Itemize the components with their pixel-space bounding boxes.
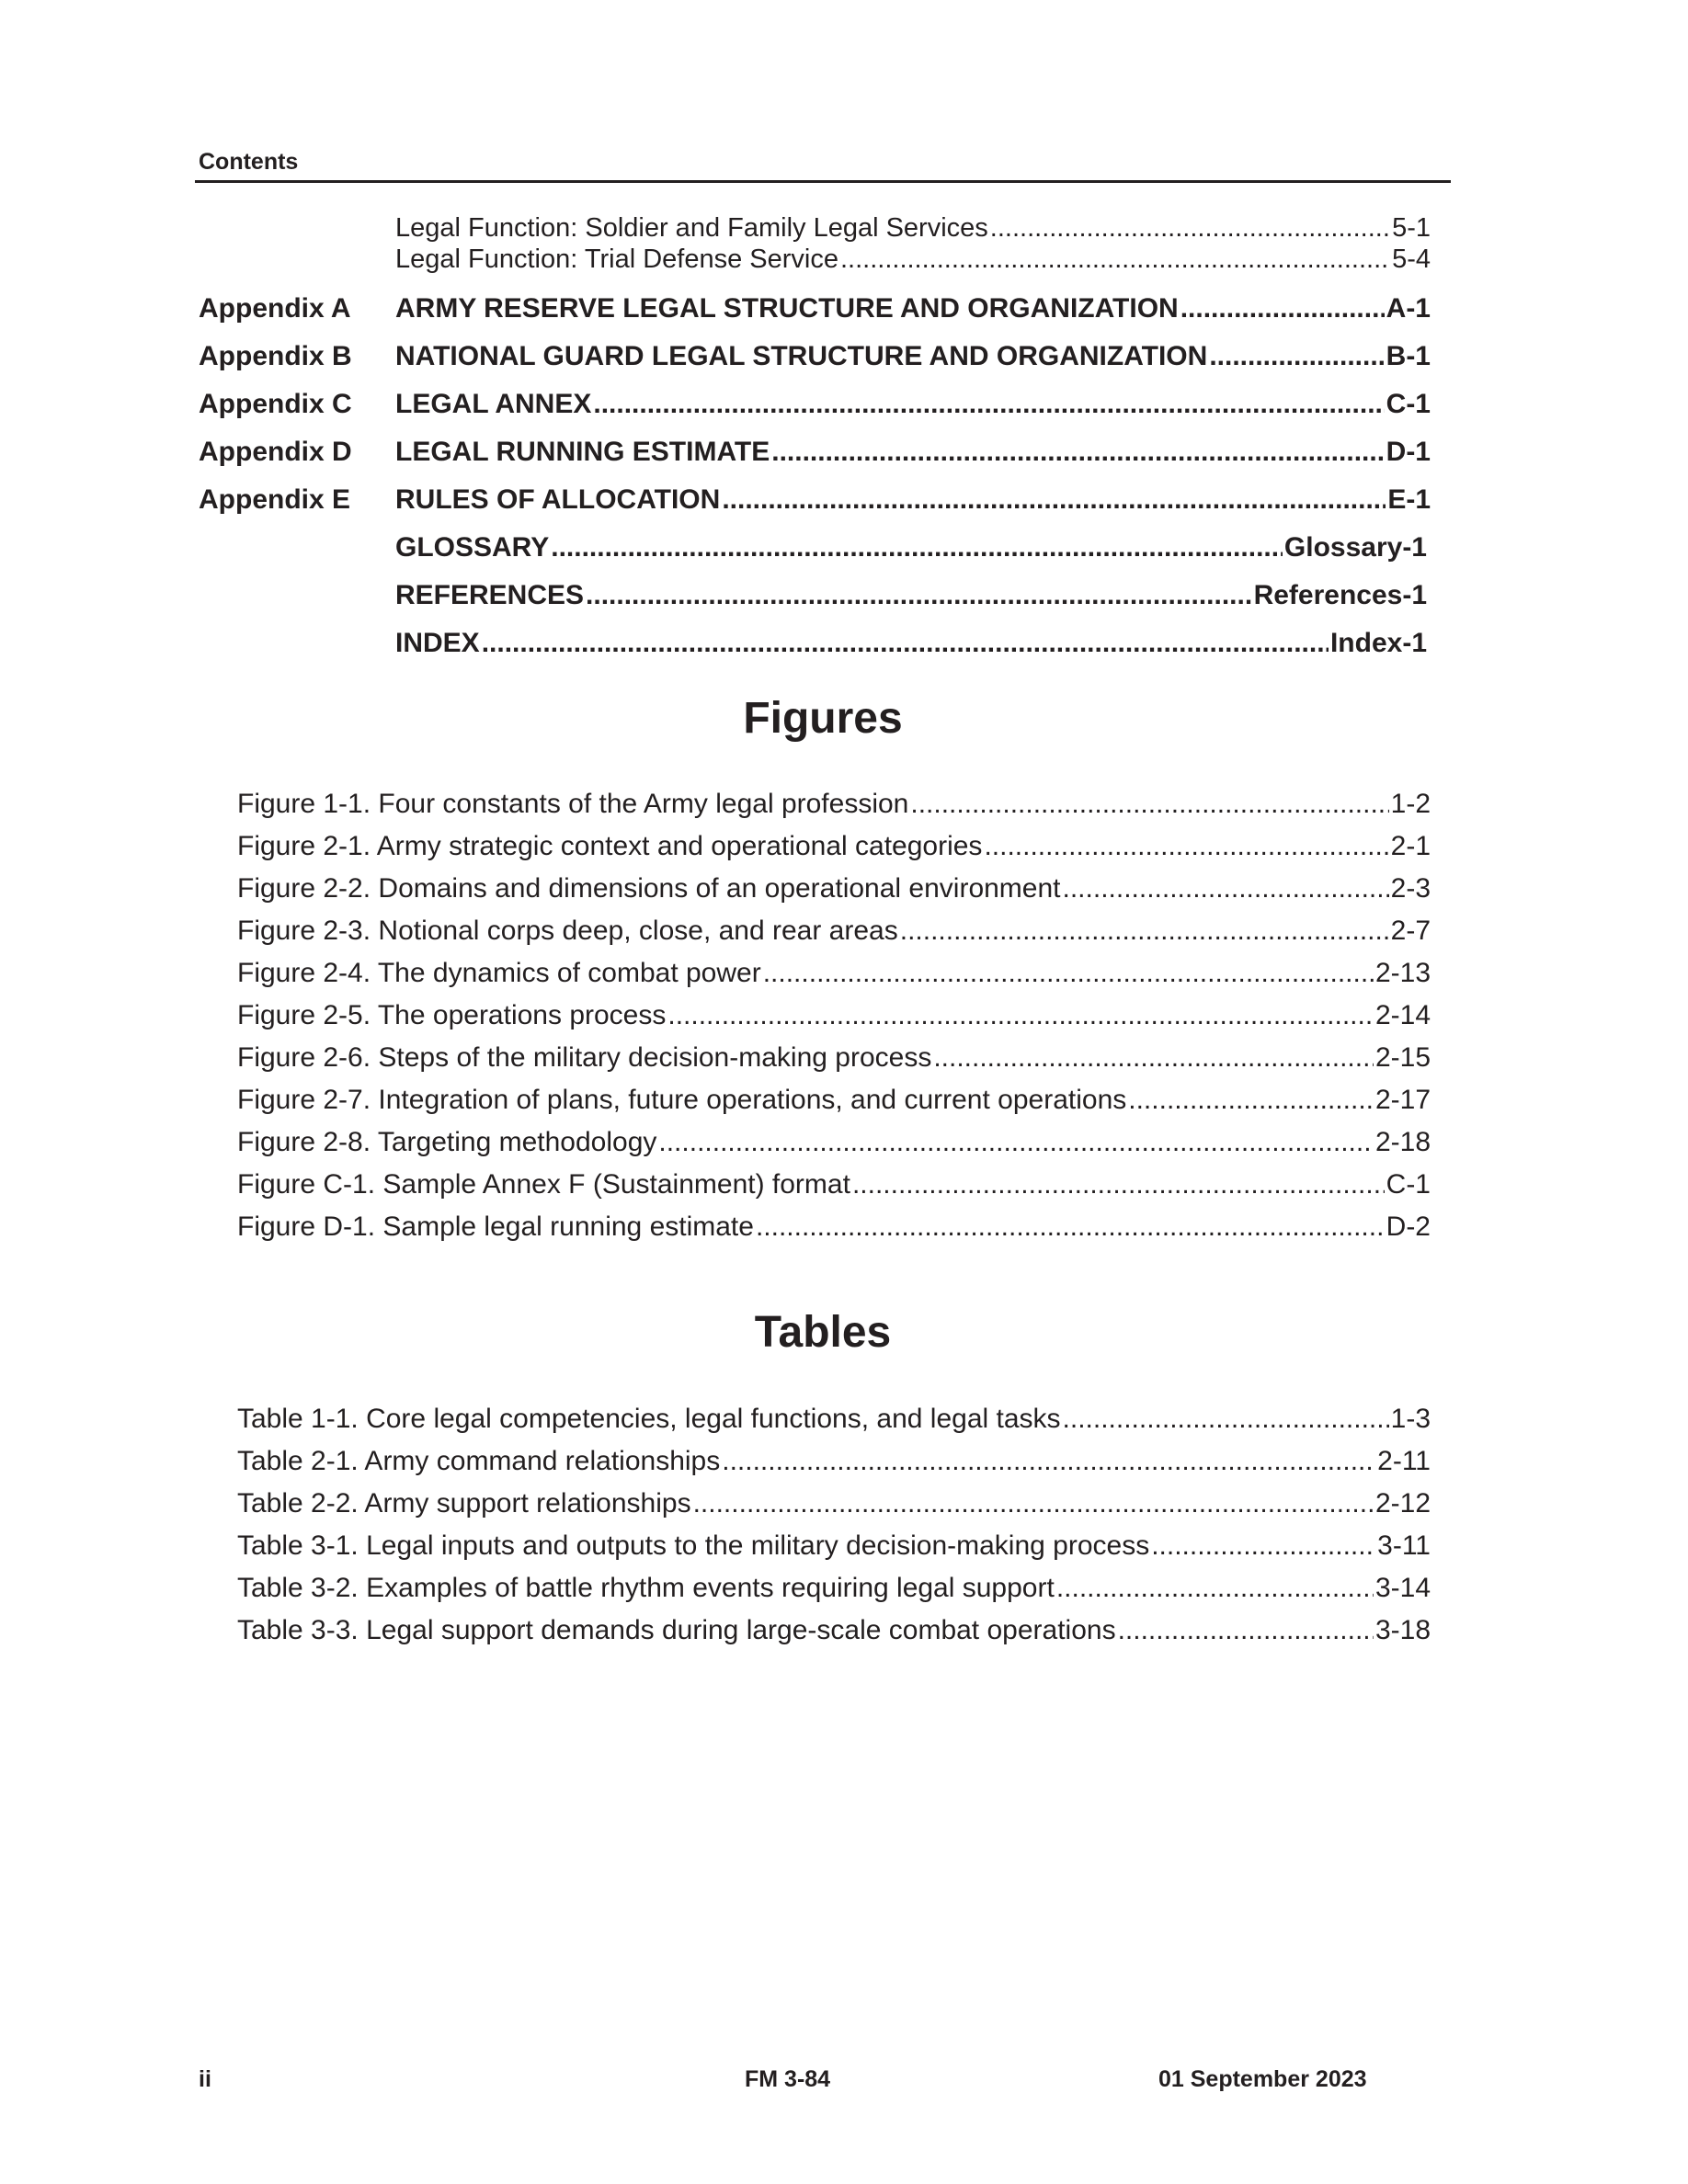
appendix-label: Appendix D <box>199 437 352 467</box>
toc-entry-page: B-1 <box>1386 341 1431 371</box>
dot-leader <box>763 958 1374 989</box>
toc-entry-page: Glossary-1 <box>1283 532 1427 563</box>
figure-page: 2-15 <box>1374 1042 1431 1073</box>
toc-entry-legal-function[interactable] <box>395 245 1431 275</box>
figure-title: Figure 2-6. Steps of the military decision-making process <box>237 1042 932 1073</box>
figure-title: Figure D-1. Sample legal running estimate <box>237 1211 754 1242</box>
figure-page: 2-1 <box>1390 831 1431 861</box>
table-title: Table 3-3. Legal support demands during large-scale combat operations <box>237 1615 1116 1645</box>
dot-leader <box>910 789 1388 820</box>
footer-page-number: ii <box>199 2066 211 2092</box>
appendix-label: Appendix A <box>199 293 351 324</box>
toc-entry-page: Index-1 <box>1329 628 1427 658</box>
dot-leader <box>756 1211 1385 1243</box>
figure-entry[interactable] <box>237 916 1431 947</box>
figure-page: 2-18 <box>1374 1127 1431 1157</box>
dot-leader <box>482 628 1329 659</box>
dot-leader <box>840 245 1390 275</box>
dot-leader <box>1118 1615 1374 1646</box>
table-entry[interactable] <box>237 1615 1431 1646</box>
dot-leader <box>693 1488 1374 1519</box>
figure-entry[interactable] <box>237 1169 1431 1200</box>
figure-entry[interactable] <box>237 1127 1431 1158</box>
dot-leader <box>1209 341 1384 372</box>
dot-leader <box>900 916 1389 947</box>
toc-entry-title: REFERENCES <box>395 580 585 610</box>
dot-leader <box>984 831 1388 862</box>
figure-entry[interactable] <box>237 873 1431 904</box>
dot-leader <box>1056 1573 1374 1604</box>
figure-title: Figure 2-4. The dynamics of combat power <box>237 958 761 988</box>
figure-entry[interactable] <box>237 958 1431 989</box>
toc-entry-title: INDEX <box>395 628 480 658</box>
figure-entry[interactable] <box>237 1042 1431 1074</box>
appendix-label: Appendix C <box>199 389 352 419</box>
figure-page: 2-14 <box>1374 1000 1431 1030</box>
figure-title: Figure 2-5. The operations process <box>237 1000 667 1030</box>
figure-page: 2-7 <box>1390 916 1431 946</box>
toc-entry-title: LEGAL RUNNING ESTIMATE <box>395 437 770 467</box>
toc-entry-legal-function[interactable] <box>395 213 1431 244</box>
dot-leader <box>852 1169 1385 1200</box>
toc-entry-appendix-b[interactable] <box>395 341 1431 372</box>
appendix-label: Appendix E <box>199 484 351 515</box>
dot-leader <box>771 437 1384 468</box>
figure-title: Figure 2-3. Notional corps deep, close, and rear areas <box>237 916 898 946</box>
toc-entry-page: 5-4 <box>1392 245 1431 274</box>
table-page: 3-18 <box>1374 1615 1431 1645</box>
toc-entry-appendix-d[interactable] <box>395 437 1431 468</box>
figure-page: D-2 <box>1386 1211 1431 1242</box>
table-entry[interactable] <box>237 1530 1431 1562</box>
table-title: Table 3-1. Legal inputs and outputs to the military decision-making process <box>237 1530 1150 1561</box>
table-page: 1-3 <box>1390 1404 1431 1434</box>
table-entry[interactable] <box>237 1404 1431 1435</box>
figure-title: Figure 2-7. Integration of plans, future operations, and current operations <box>237 1085 1127 1115</box>
figure-entry[interactable] <box>237 1211 1431 1243</box>
figure-entry[interactable] <box>237 831 1431 862</box>
toc-entry-page: E-1 <box>1387 484 1431 515</box>
figure-title: Figure 2-2. Domains and dimensions of an operational environment <box>237 873 1061 904</box>
toc-entry-title: ARMY RESERVE LEGAL STRUCTURE AND ORGANIZATION <box>395 293 1179 324</box>
toc-entry-title: Legal Function: Trial Defense Service <box>395 245 838 274</box>
toc-entry-title: LEGAL ANNEX <box>395 389 592 419</box>
dot-leader <box>658 1127 1374 1158</box>
toc-entry-appendix-c[interactable] <box>395 389 1431 420</box>
toc-entry-page: C-1 <box>1386 389 1431 419</box>
tables-heading: Tables <box>754 1308 892 1357</box>
header-rule <box>195 180 1451 183</box>
table-entry[interactable] <box>237 1446 1431 1477</box>
dot-leader <box>551 532 1283 563</box>
dot-leader <box>1063 1404 1389 1435</box>
figure-entry[interactable] <box>237 1085 1431 1116</box>
toc-entry-glossary[interactable] <box>395 532 1427 563</box>
figure-page: C-1 <box>1386 1169 1431 1200</box>
toc-entry-page: A-1 <box>1386 293 1431 324</box>
table-page: 2-12 <box>1374 1488 1431 1519</box>
table-title: Table 1-1. Core legal competencies, legal functions, and legal tasks <box>237 1404 1061 1434</box>
dot-leader <box>586 580 1252 611</box>
figure-title: Figure 2-1. Army strategic context and operational categories <box>237 831 983 861</box>
figures-heading: Figures <box>743 694 903 743</box>
toc-entry-index[interactable] <box>395 628 1427 659</box>
dot-leader <box>722 484 1386 516</box>
table-page: 3-14 <box>1374 1573 1431 1603</box>
footer-publication: FM 3-84 <box>745 2066 831 2092</box>
dot-leader <box>593 389 1384 420</box>
toc-entry-references[interactable] <box>395 580 1427 611</box>
toc-entry-title: GLOSSARY <box>395 532 550 563</box>
toc-entry-appendix-a[interactable] <box>395 293 1431 324</box>
dot-leader <box>1151 1530 1375 1562</box>
toc-entry-page: D-1 <box>1386 437 1431 467</box>
figure-entry[interactable] <box>237 1000 1431 1031</box>
appendix-label: Appendix B <box>199 341 352 371</box>
dot-leader <box>933 1042 1374 1074</box>
table-page: 2-11 <box>1377 1446 1431 1476</box>
toc-entry-appendix-e[interactable] <box>395 484 1431 516</box>
table-title: Table 2-2. Army support relationships <box>237 1488 691 1519</box>
toc-entry-title: RULES OF ALLOCATION <box>395 484 721 515</box>
figure-title: Figure C-1. Sample Annex F (Sustainment) format <box>237 1169 850 1200</box>
figure-page: 2-17 <box>1374 1085 1431 1115</box>
dot-leader <box>1063 873 1389 904</box>
table-title: Table 2-1. Army command relationships <box>237 1446 721 1476</box>
figure-title: Figure 1-1. Four constants of the Army legal profession <box>237 789 909 819</box>
dot-leader <box>1128 1085 1374 1116</box>
figure-page: 1-2 <box>1390 789 1431 819</box>
toc-entry-title: Legal Function: Soldier and Family Legal Services <box>395 213 988 243</box>
dot-leader <box>990 213 1390 244</box>
figure-page: 2-13 <box>1374 958 1431 988</box>
table-entry[interactable] <box>237 1573 1431 1604</box>
dot-leader <box>722 1446 1375 1477</box>
footer-date: 01 September 2023 <box>1158 2066 1367 2092</box>
figure-entry[interactable] <box>237 789 1431 820</box>
header-label: Contents <box>199 149 299 175</box>
toc-entry-page: References-1 <box>1253 580 1427 610</box>
toc-entry-title: NATIONAL GUARD LEGAL STRUCTURE AND ORGANIZATION <box>395 341 1208 371</box>
dot-leader <box>667 1000 1374 1031</box>
figure-title: Figure 2-8. Targeting methodology <box>237 1127 657 1157</box>
table-entry[interactable] <box>237 1488 1431 1519</box>
toc-entry-page: 5-1 <box>1392 213 1431 243</box>
table-page: 3-11 <box>1377 1530 1431 1561</box>
dot-leader <box>1180 293 1385 324</box>
figure-page: 2-3 <box>1390 873 1431 904</box>
table-title: Table 3-2. Examples of battle rhythm events requiring legal support <box>237 1573 1055 1603</box>
